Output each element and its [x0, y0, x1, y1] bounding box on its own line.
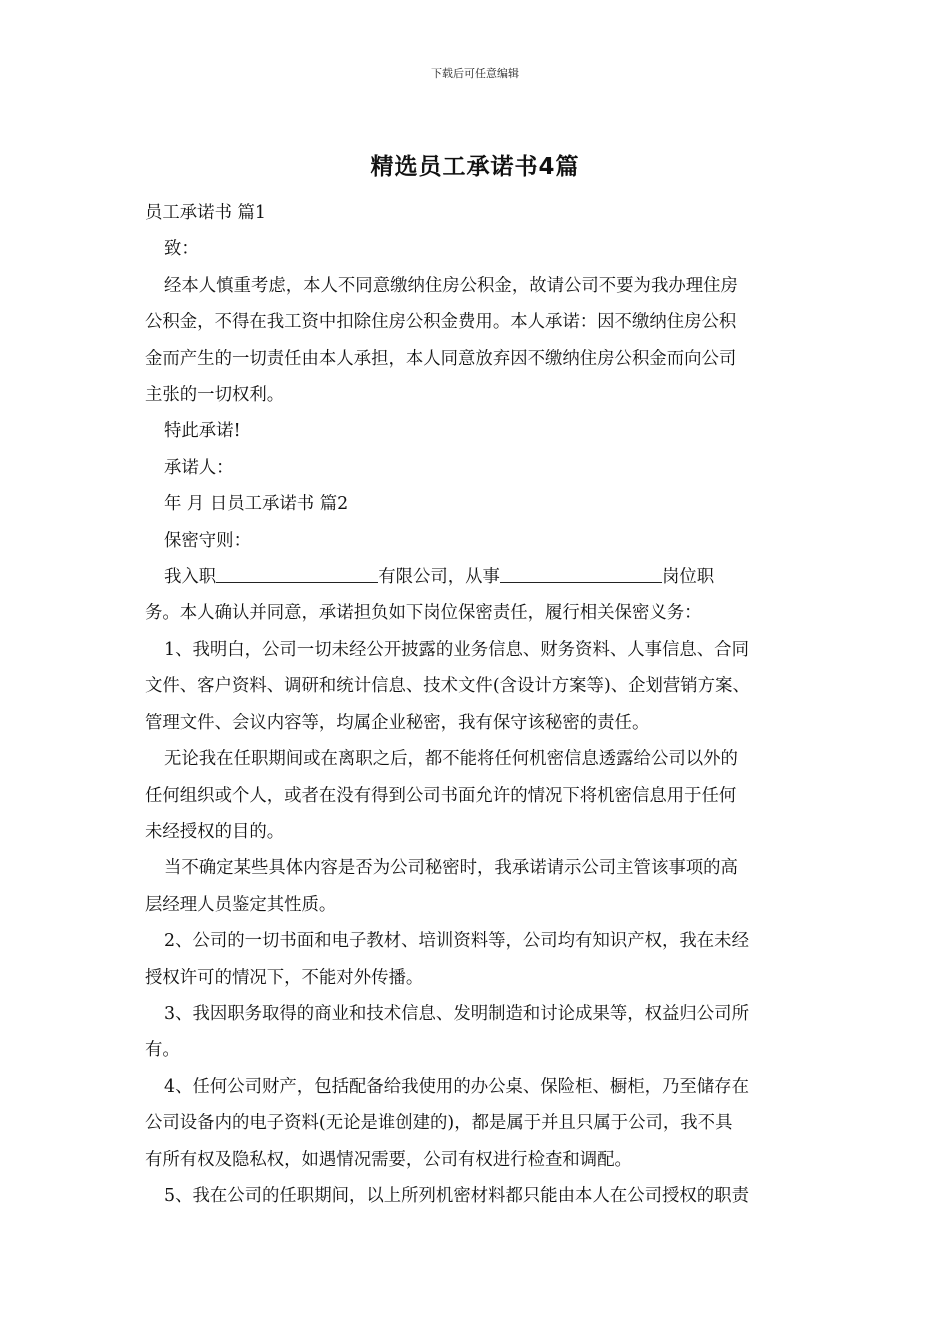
paragraph-line: 层经理人员鉴定其性质。 [145, 894, 337, 915]
paragraph-line: 文件、客户资料、调研和统计信息、技术文件(含设计方案等)、企划营销方案、 [145, 676, 750, 697]
section-heading: 员工承诺书 篇1 [145, 203, 266, 223]
position-blank [500, 564, 662, 583]
company-blank [216, 564, 378, 583]
date-and-section-heading: 年 月 日员工承诺书 篇2 [164, 494, 349, 515]
paragraph-line: 务。本人确认并同意，承诺担负如下岗位保密责任，履行相关保密义务： [145, 603, 702, 624]
fill-in-line [145, 559, 817, 595]
fill-in-text: 我入职 [164, 567, 217, 588]
paragraph-line: 公积金，不得在我工资中扣除住房公积金费用。本人承诺：因不缴纳住房公积 [145, 312, 737, 333]
paragraph-line: 1、我明白，公司一切未经公开披露的业务信息、财务资料、人事信息、合同 [164, 639, 749, 660]
rules-heading: 保密守则： [164, 530, 251, 551]
document-body [145, 195, 817, 1214]
signer-line: 承诺人： [164, 457, 234, 478]
paragraph-line: 经本人慎重考虑，本人不同意缴纳住房公积金，故请公司不要为我办理住房 [164, 275, 738, 296]
paragraph-line: 无论我在任职期间或在离职之后，都不能将任何机密信息透露给公司以外的 [164, 749, 738, 770]
salutation: 致： [164, 239, 199, 260]
paragraph-line: 授权许可的情况下，不能对外传播。 [145, 967, 424, 988]
fill-in-text: 岗位职 [661, 567, 715, 588]
paragraph-line: 当不确定某些具体内容是否为公司秘密时，我承诺请示公司主管该事项的高 [164, 858, 738, 879]
paragraph-line: 主张的一切权利。 [145, 385, 285, 406]
paragraph-line: 公司设备内的电子资料(无论是谁创建的)，都是属于并且只属于公司，我不具 [145, 1113, 733, 1134]
paragraph-line: 4、任何公司财产，包括配备给我使用的办公桌、保险柜、橱柜，乃至储存在 [164, 1076, 749, 1097]
paragraph-line: 未经授权的目的。 [145, 821, 285, 842]
paragraph-line: 金而产生的一切责任由本人承担，本人同意放弃因不缴纳住房公积金而向公司 [145, 348, 737, 369]
closing-line: 特此承诺! [164, 421, 241, 442]
fill-in-text: 有限公司，从事 [378, 567, 500, 588]
paragraph-line: 有所有权及隐私权，如遇情况需要，公司有权进行检查和调配。 [145, 1149, 632, 1170]
paragraph-line: 管理文件、会议内容等，均属企业秘密，我有保守该秘密的责任。 [145, 712, 650, 733]
paragraph-line: 任何组织或个人，或者在没有得到公司书面允许的情况下将机密信息用于任何 [145, 785, 737, 806]
header-note: 下载后可任意编辑 [431, 67, 519, 80]
paragraph-line: 3、我因职务取得的商业和技术信息、发明制造和讨论成果等，权益归公司所 [164, 1003, 749, 1024]
paragraph-line: 2、公司的一切书面和电子教材、培训资料等，公司均有知识产权，我在未经 [164, 931, 749, 952]
paragraph-line: 5、我在公司的任职期间，以上所列机密材料都只能由本人在公司授权的职责 [164, 1185, 749, 1206]
document-title: 精选员工承诺书4篇 [370, 154, 580, 180]
paragraph-line: 有。 [145, 1040, 180, 1061]
